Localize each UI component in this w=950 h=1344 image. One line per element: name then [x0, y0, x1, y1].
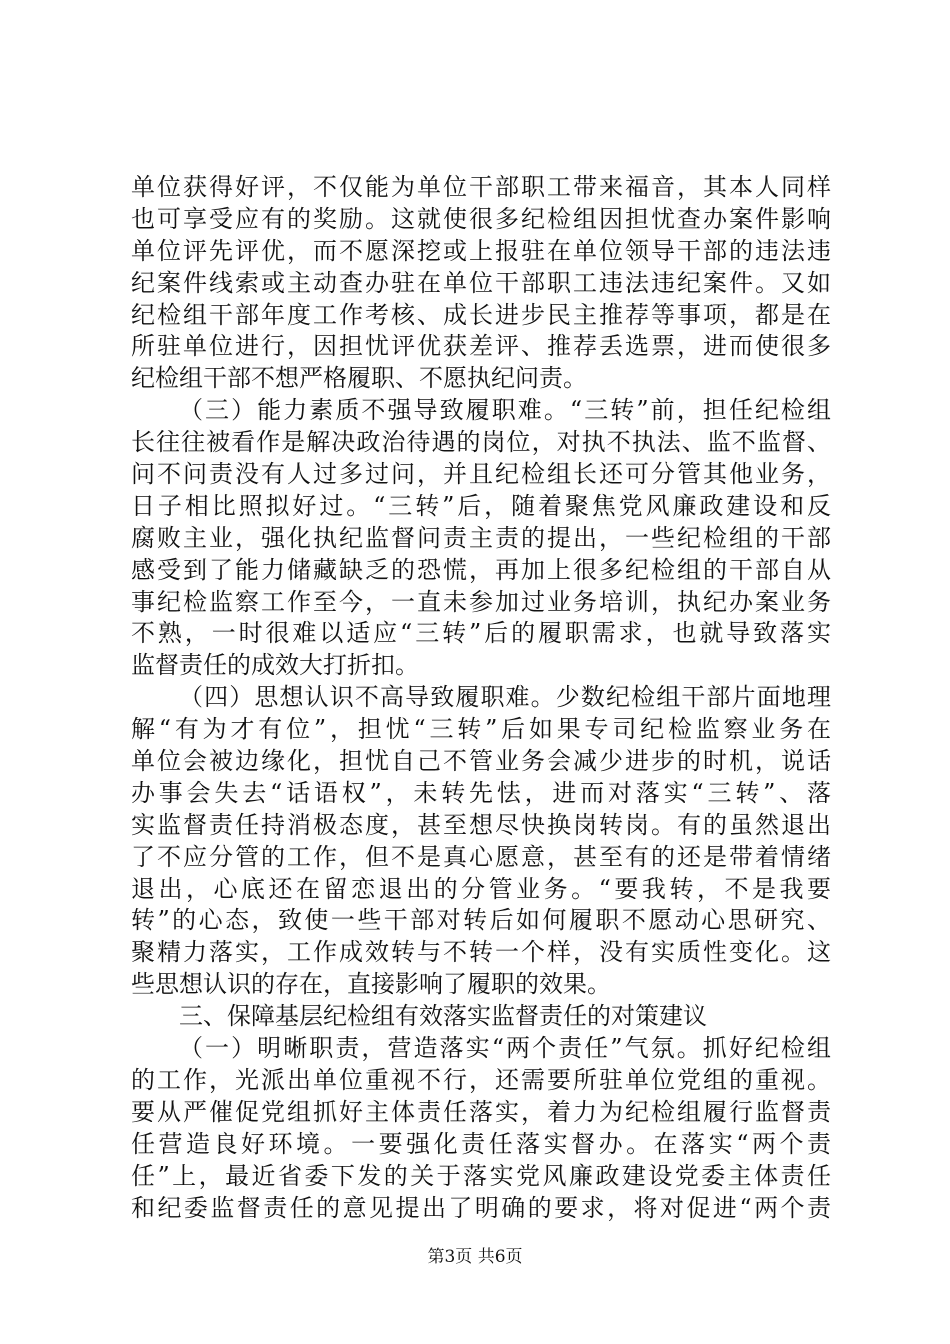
text-line: 实监督责任持消极态度，甚至想尽快换岗转岗。有的虽然退出 — [131, 810, 831, 839]
text-line: 办事会失去“话语权”，未转先怯，进而对落实“三转”、落 — [131, 778, 831, 807]
text-line: （三）能力素质不强导致履职难。“三转”前，担任纪检组 — [179, 396, 831, 425]
text-line: 也可享受应有的奖励。这就使很多纪检组因担忧查办案件影响 — [131, 204, 831, 233]
text-line: 解“有为才有位”，担忧“三转”后如果专司纪检监察业务在 — [131, 715, 831, 744]
text-line: （四）思想认识不高导致履职难。少数纪检组干部片面地理 — [179, 683, 831, 712]
text-line: 要从严催促党组抓好主体责任落实，着力为纪检组履行监督责 — [131, 1097, 831, 1126]
text-line: 纪案件线索或主动查办驻在单位干部职工违法违纪案件。又如 — [131, 268, 831, 297]
text-line: 感受到了能力储藏缺乏的恐慌，再加上很多纪检组的干部自从 — [131, 555, 831, 584]
text-line: 腐败主业，强化执纪监督问责主责的提出，一些纪检组的干部 — [131, 523, 831, 552]
text-line: 问不问责没有人过多过问，并且纪检组长还可分管其他业务， — [131, 460, 831, 489]
document-body — [131, 172, 831, 1224]
text-line: 不熟，一时很难以适应“三转”后的履职需求，也就导致落实 — [131, 619, 831, 648]
text-line: 日子相比照拟好过。“三转”后，随着聚焦党风廉政建设和反 — [131, 491, 831, 520]
text-line: 任营造良好环境。一要强化责任落实督办。在落实“两个责 — [131, 1129, 831, 1158]
text-line: 的工作，光派出单位重视不行，还需要所驻单位党组的重视。 — [131, 1065, 831, 1094]
text-line: 纪检组干部年度工作考核、成长进步民主推荐等事项，都是在 — [131, 300, 831, 329]
section-heading: 三、保障基层纪检组有效落实监督责任的对策建议 — [179, 1002, 707, 1031]
text-line: 任”上，最近省委下发的关于落实党风廉政建设党委主体责任 — [131, 1161, 831, 1190]
text-line: 和纪委监督责任的意见提出了明确的要求，将对促进“两个责 — [131, 1193, 831, 1222]
text-line: 纪检组干部不想严格履职、不愿执纪问责。 — [131, 364, 587, 393]
text-line: 转”的心态，致使一些干部对转后如何履职不愿动心思研究、 — [131, 906, 831, 935]
text-line: 单位获得好评，不仅能为单位干部职工带来福音，其本人同样 — [131, 173, 831, 201]
text-line: 单位评先评优，而不愿深挖或上报驻在单位领导干部的违法违 — [131, 236, 831, 265]
text-line: （一）明晰职责，营造落实“两个责任”气氛。抓好纪检组 — [179, 1034, 831, 1063]
page-number-footer: 第3页 共6页 — [427, 1247, 523, 1267]
text-line: 事纪检监察工作至今，一直未参加过业务培训，执纪办案业务 — [131, 587, 831, 616]
text-line: 单位会被边缘化，担忧自己不管业务会减少进步的时机，说话 — [131, 747, 831, 776]
text-line: 聚精力落实，工作成效转与不转一个样，没有实质性变化。这 — [131, 938, 831, 967]
text-line: 所驻单位进行，因担忧评优获差评、推荐丢选票，进而使很多 — [131, 332, 831, 361]
text-line: 长往往被看作是解决政治待遇的岗位，对执不执法、监不监督、 — [131, 428, 831, 457]
text-line: 些思想认识的存在，直接影响了履职的效果。 — [131, 970, 611, 999]
text-line: 退出，心底还在留恋退出的分管业务。“要我转，不是我要 — [131, 874, 831, 903]
text-line: 监督责任的成效大打折扣。 — [131, 651, 419, 680]
text-line: 了不应分管的工作，但不是真心愿意，甚至有的还是带着情绪 — [131, 842, 831, 871]
